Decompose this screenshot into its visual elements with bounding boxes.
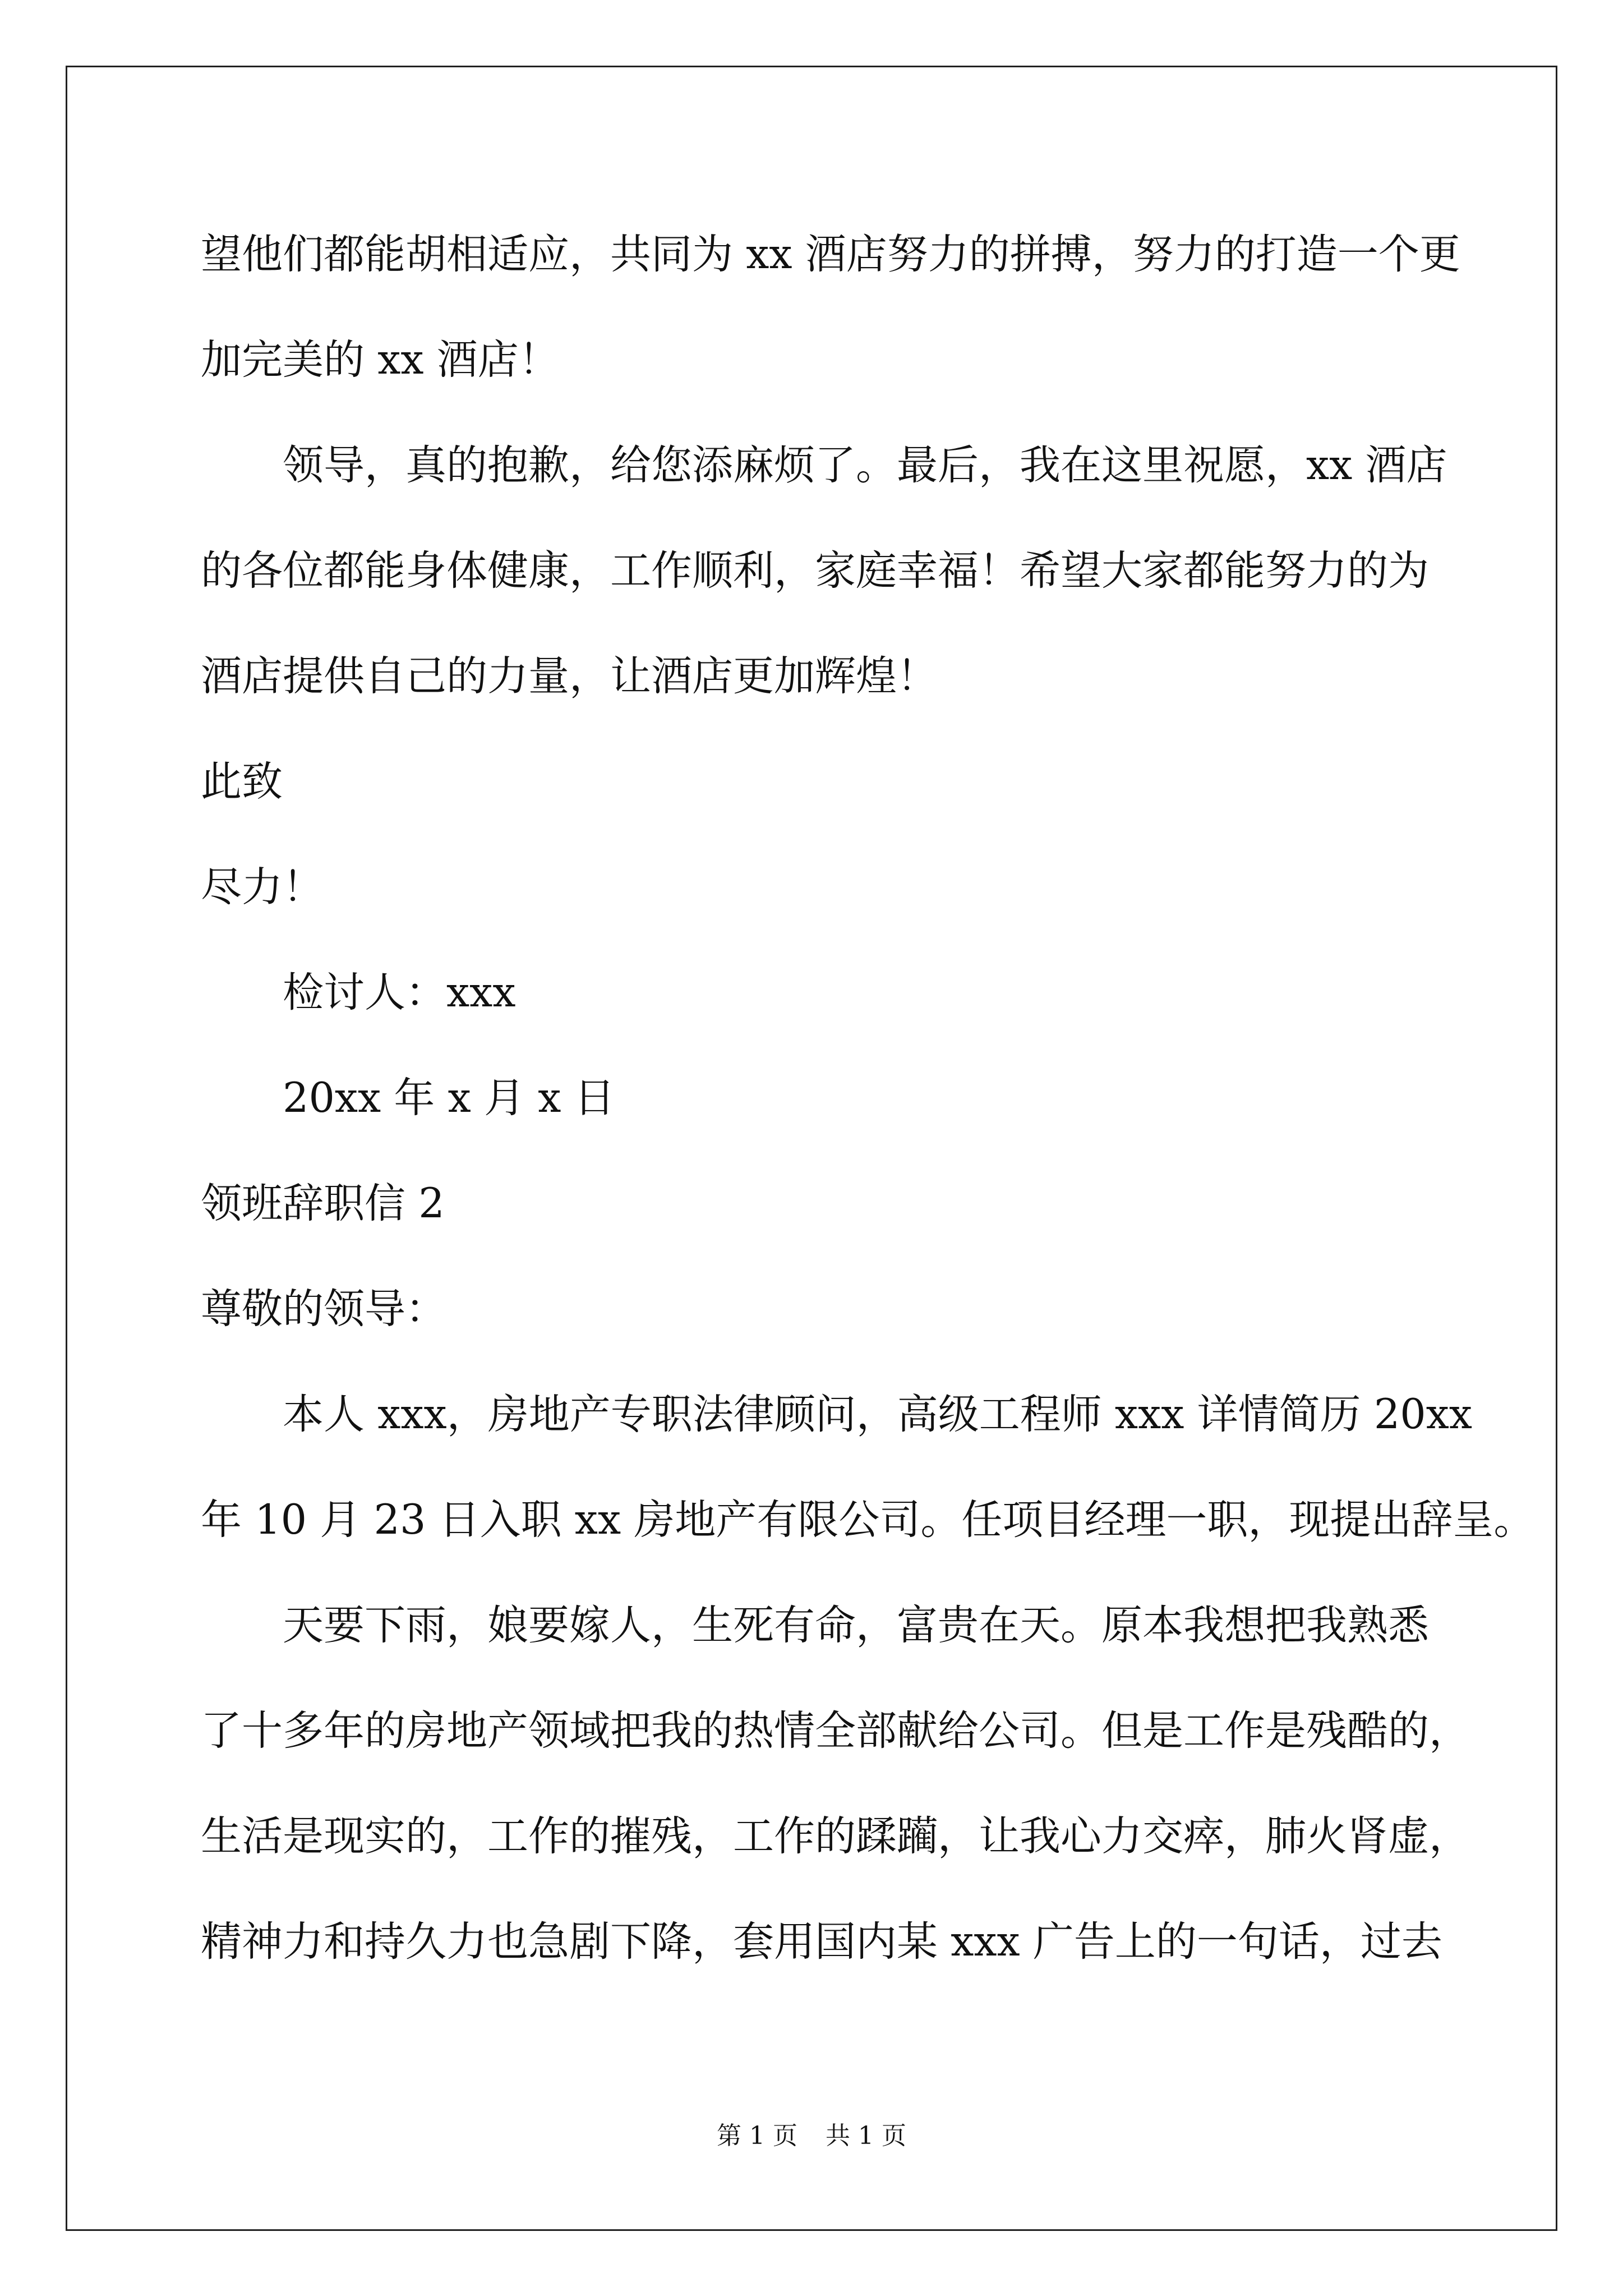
page-number: 第 1 页 <box>717 2122 797 2150</box>
signature-name: 检讨人：xxx <box>283 969 516 1016</box>
text-line: 领导，真的抱歉，给您添麻烦了。最后，我在这里祝愿，xx 酒店 <box>283 441 1447 489</box>
section-title: 领班辞职信 2 <box>201 1180 445 1227</box>
text-line: 精神力和持久力也急剧下降，套用国内某 xxx 广告上的一句话，过去 <box>201 1918 1442 1966</box>
salutation: 尊敬的领导： <box>201 1285 446 1333</box>
signature-date: 20xx 年 x 月 x 日 <box>283 1074 615 1122</box>
text-line: 本人 xxx，房地产专职法律顾问，高级工程师 xxx 详情简历 20xx <box>283 1391 1473 1438</box>
text-line: 酒店提供自己的力量，让酒店更加辉煌！ <box>201 652 938 700</box>
text-line: 加完美的 xx 酒店！ <box>201 336 560 384</box>
salutation-closing: 此致 <box>201 758 283 806</box>
text-line: 的各位都能身体健康，工作顺利，家庭幸福！希望大家都能努力的为 <box>201 547 1429 595</box>
closing-text: 尽力！ <box>201 863 324 911</box>
text-line: 了十多年的房地产领域把我的热情全部献给公司。但是工作是残酷的， <box>201 1707 1470 1755</box>
text-line: 望他们都能胡相适应，共同为 xx 酒店努力的拼搏，努力的打造一个更 <box>201 231 1460 278</box>
page-total: 共 1 页 <box>826 2122 906 2150</box>
page-footer <box>0 2119 1623 2153</box>
document-body <box>201 202 1535 1995</box>
text-line: 年 10 月 23 日入职 xx 房地产有限公司。任项目经理一职，现提出辞呈。 <box>201 1496 1535 1544</box>
text-line: 天要下雨，娘要嫁人，生死有命，富贵在天。原本我想把我熟悉 <box>283 1602 1429 1649</box>
text-line: 生活是现实的，工作的摧残，工作的蹂躏，让我心力交瘁，肺火肾虚， <box>201 1812 1470 1860</box>
